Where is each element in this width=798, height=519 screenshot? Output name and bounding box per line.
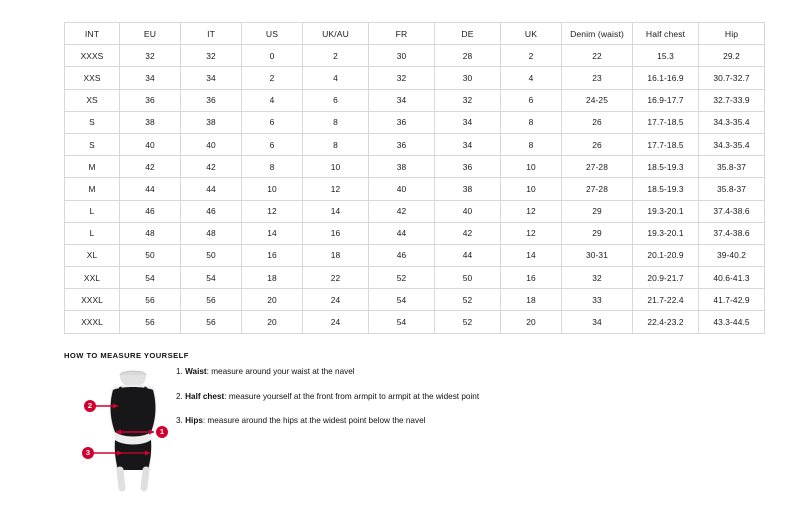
cell-half-chest: 18.5-19.3 [633, 156, 699, 178]
cell-half-chest: 15.3 [633, 45, 699, 67]
cell-uk-au: 8 [303, 111, 369, 133]
cell-de: 52 [435, 311, 501, 333]
cell-us: 16 [242, 244, 303, 266]
column-header-us: US [242, 23, 303, 45]
cell-us: 20 [242, 311, 303, 333]
table-row [65, 45, 765, 67]
table-row [65, 156, 765, 178]
table-row [65, 244, 765, 266]
cell-de: 32 [435, 89, 501, 111]
column-header-de: DE [435, 23, 501, 45]
cell-denim-waist: 27-28 [562, 156, 633, 178]
cell-it: 34 [181, 67, 242, 89]
column-header-it: IT [181, 23, 242, 45]
cell-it: 48 [181, 222, 242, 244]
cell-uk: 14 [501, 244, 562, 266]
table-row [65, 267, 765, 289]
cell-uk: 20 [501, 311, 562, 333]
cell-fr: 42 [369, 200, 435, 222]
cell-eu: 40 [120, 133, 181, 155]
cell-half-chest: 18.5-19.3 [633, 178, 699, 200]
cell-int: L [65, 200, 120, 222]
table-row [65, 222, 765, 244]
cell-hip: 34.3-35.4 [699, 133, 765, 155]
cell-de: 34 [435, 111, 501, 133]
size-chart-table [64, 22, 765, 334]
column-header-denim-waist: Denim (waist) [562, 23, 633, 45]
cell-uk: 8 [501, 133, 562, 155]
cell-fr: 36 [369, 111, 435, 133]
cell-hip: 34.3-35.4 [699, 111, 765, 133]
badge-waist: 1 [156, 426, 168, 438]
cell-int: XS [65, 89, 120, 111]
cell-us: 2 [242, 67, 303, 89]
instruction-term-waist: Waist [185, 367, 207, 376]
table-row [65, 67, 765, 89]
cell-uk: 8 [501, 111, 562, 133]
cell-eu: 44 [120, 178, 181, 200]
table-row [65, 311, 765, 333]
cell-hip: 39-40.2 [699, 244, 765, 266]
cell-it: 40 [181, 133, 242, 155]
cell-uk-au: 10 [303, 156, 369, 178]
cell-hip: 37.4-38.6 [699, 222, 765, 244]
cell-fr: 54 [369, 289, 435, 311]
column-header-hip: Hip [699, 23, 765, 45]
cell-uk: 2 [501, 45, 562, 67]
cell-us: 12 [242, 200, 303, 222]
cell-fr: 44 [369, 222, 435, 244]
cell-fr: 30 [369, 45, 435, 67]
cell-eu: 48 [120, 222, 181, 244]
cell-uk: 16 [501, 267, 562, 289]
cell-half-chest: 22.4-23.2 [633, 311, 699, 333]
size-chart-container [64, 22, 750, 334]
cell-int: S [65, 111, 120, 133]
cell-fr: 34 [369, 89, 435, 111]
cell-uk-au: 24 [303, 311, 369, 333]
cell-uk: 10 [501, 178, 562, 200]
cell-de: 30 [435, 67, 501, 89]
cell-hip: 40.6-41.3 [699, 267, 765, 289]
cell-uk: 6 [501, 89, 562, 111]
cell-de: 36 [435, 156, 501, 178]
cell-half-chest: 16.9-17.7 [633, 89, 699, 111]
cell-uk: 12 [501, 222, 562, 244]
cell-int: M [65, 156, 120, 178]
cell-int: M [65, 178, 120, 200]
cell-de: 42 [435, 222, 501, 244]
cell-uk-au: 18 [303, 244, 369, 266]
cell-uk-au: 24 [303, 289, 369, 311]
cell-eu: 38 [120, 111, 181, 133]
cell-de: 44 [435, 244, 501, 266]
cell-int: XXXS [65, 45, 120, 67]
instruction-number-1: 1. [176, 367, 183, 376]
cell-us: 0 [242, 45, 303, 67]
mannequin-diagram [78, 366, 188, 496]
cell-denim-waist: 29 [562, 200, 633, 222]
column-header-int: INT [65, 23, 120, 45]
cell-half-chest: 19.3-20.1 [633, 222, 699, 244]
cell-hip: 32.7-33.9 [699, 89, 765, 111]
cell-us: 18 [242, 267, 303, 289]
cell-fr: 36 [369, 133, 435, 155]
column-header-eu: EU [120, 23, 181, 45]
column-header-fr: FR [369, 23, 435, 45]
cell-us: 14 [242, 222, 303, 244]
cell-us: 6 [242, 133, 303, 155]
cell-uk-au: 6 [303, 89, 369, 111]
cell-eu: 36 [120, 89, 181, 111]
cell-eu: 56 [120, 311, 181, 333]
cell-eu: 42 [120, 156, 181, 178]
cell-int: XXS [65, 67, 120, 89]
cell-hip: 35.8-37 [699, 156, 765, 178]
cell-half-chest: 16.1-16.9 [633, 67, 699, 89]
table-row [65, 289, 765, 311]
cell-eu: 32 [120, 45, 181, 67]
cell-denim-waist: 27-28 [562, 178, 633, 200]
column-header-uk-au: UK/AU [303, 23, 369, 45]
cell-it: 54 [181, 267, 242, 289]
cell-us: 4 [242, 89, 303, 111]
instruction-waist [176, 366, 736, 377]
table-row [65, 200, 765, 222]
column-header-half-chest: Half chest [633, 23, 699, 45]
cell-it: 42 [181, 156, 242, 178]
cell-fr: 52 [369, 267, 435, 289]
cell-uk: 10 [501, 156, 562, 178]
instruction-half-chest [176, 391, 736, 402]
cell-us: 20 [242, 289, 303, 311]
cell-it: 36 [181, 89, 242, 111]
cell-eu: 34 [120, 67, 181, 89]
table-body [65, 45, 765, 333]
table-header-row [65, 23, 765, 45]
instruction-term-hips: Hips [185, 416, 203, 425]
cell-half-chest: 17.7-18.5 [633, 111, 699, 133]
cell-denim-waist: 26 [562, 111, 633, 133]
cell-int: S [65, 133, 120, 155]
instruction-text-half-chest: : measure yourself at the front from armpit to armpit at the widest point [224, 391, 480, 401]
cell-hip: 30.7-32.7 [699, 67, 765, 89]
cell-it: 46 [181, 200, 242, 222]
cell-it: 50 [181, 244, 242, 266]
cell-denim-waist: 34 [562, 311, 633, 333]
cell-fr: 46 [369, 244, 435, 266]
cell-uk-au: 4 [303, 67, 369, 89]
cell-half-chest: 19.3-20.1 [633, 200, 699, 222]
cell-eu: 54 [120, 267, 181, 289]
table-row [65, 89, 765, 111]
cell-it: 32 [181, 45, 242, 67]
cell-int: XXXL [65, 289, 120, 311]
measure-instructions [176, 366, 736, 440]
cell-hip: 43.3-44.5 [699, 311, 765, 333]
cell-de: 38 [435, 178, 501, 200]
badge-half-chest: 2 [84, 400, 96, 412]
cell-de: 34 [435, 133, 501, 155]
cell-denim-waist: 26 [562, 133, 633, 155]
cell-hip: 35.8-37 [699, 178, 765, 200]
cell-us: 8 [242, 156, 303, 178]
cell-int: XXL [65, 267, 120, 289]
cell-hip: 41.7-42.9 [699, 289, 765, 311]
column-header-uk: UK [501, 23, 562, 45]
cell-eu: 50 [120, 244, 181, 266]
cell-uk: 4 [501, 67, 562, 89]
mannequin-illustration [78, 366, 188, 496]
cell-us: 6 [242, 111, 303, 133]
instruction-number-2: 2. [176, 391, 183, 401]
cell-de: 40 [435, 200, 501, 222]
cell-hip: 37.4-38.6 [699, 200, 765, 222]
cell-fr: 54 [369, 311, 435, 333]
cell-fr: 38 [369, 156, 435, 178]
cell-int: XL [65, 244, 120, 266]
cell-uk: 12 [501, 200, 562, 222]
cell-fr: 32 [369, 67, 435, 89]
cell-de: 28 [435, 45, 501, 67]
cell-uk-au: 2 [303, 45, 369, 67]
instruction-number-3: 3. [176, 416, 183, 425]
cell-denim-waist: 33 [562, 289, 633, 311]
table-row [65, 133, 765, 155]
instruction-term-half-chest: Half chest [185, 391, 225, 401]
cell-half-chest: 20.9-21.7 [633, 267, 699, 289]
cell-it: 44 [181, 178, 242, 200]
cell-denim-waist: 32 [562, 267, 633, 289]
cell-half-chest: 20.1-20.9 [633, 244, 699, 266]
badge-hips: 3 [82, 447, 94, 459]
cell-de: 52 [435, 289, 501, 311]
instruction-hips [176, 415, 736, 426]
cell-uk-au: 14 [303, 200, 369, 222]
cell-denim-waist: 29 [562, 222, 633, 244]
cell-uk-au: 12 [303, 178, 369, 200]
cell-de: 50 [435, 267, 501, 289]
cell-us: 10 [242, 178, 303, 200]
cell-fr: 40 [369, 178, 435, 200]
cell-int: XXXL [65, 311, 120, 333]
how-to-measure-title: HOW TO MEASURE YOURSELF [64, 351, 189, 360]
cell-eu: 56 [120, 289, 181, 311]
cell-uk-au: 8 [303, 133, 369, 155]
cell-uk-au: 16 [303, 222, 369, 244]
cell-uk-au: 22 [303, 267, 369, 289]
cell-denim-waist: 22 [562, 45, 633, 67]
table-row [65, 178, 765, 200]
cell-it: 38 [181, 111, 242, 133]
cell-denim-waist: 30-31 [562, 244, 633, 266]
cell-denim-waist: 24-25 [562, 89, 633, 111]
cell-denim-waist: 23 [562, 67, 633, 89]
cell-hip: 29.2 [699, 45, 765, 67]
instruction-text-hips: : measure around the hips at the widest point below the navel [202, 416, 426, 425]
cell-half-chest: 21.7-22.4 [633, 289, 699, 311]
cell-int: L [65, 222, 120, 244]
table-row [65, 111, 765, 133]
cell-it: 56 [181, 311, 242, 333]
cell-uk: 18 [501, 289, 562, 311]
cell-half-chest: 17.7-18.5 [633, 133, 699, 155]
instruction-text-waist: : measure around your waist at the navel [206, 367, 355, 376]
cell-eu: 46 [120, 200, 181, 222]
cell-it: 56 [181, 289, 242, 311]
